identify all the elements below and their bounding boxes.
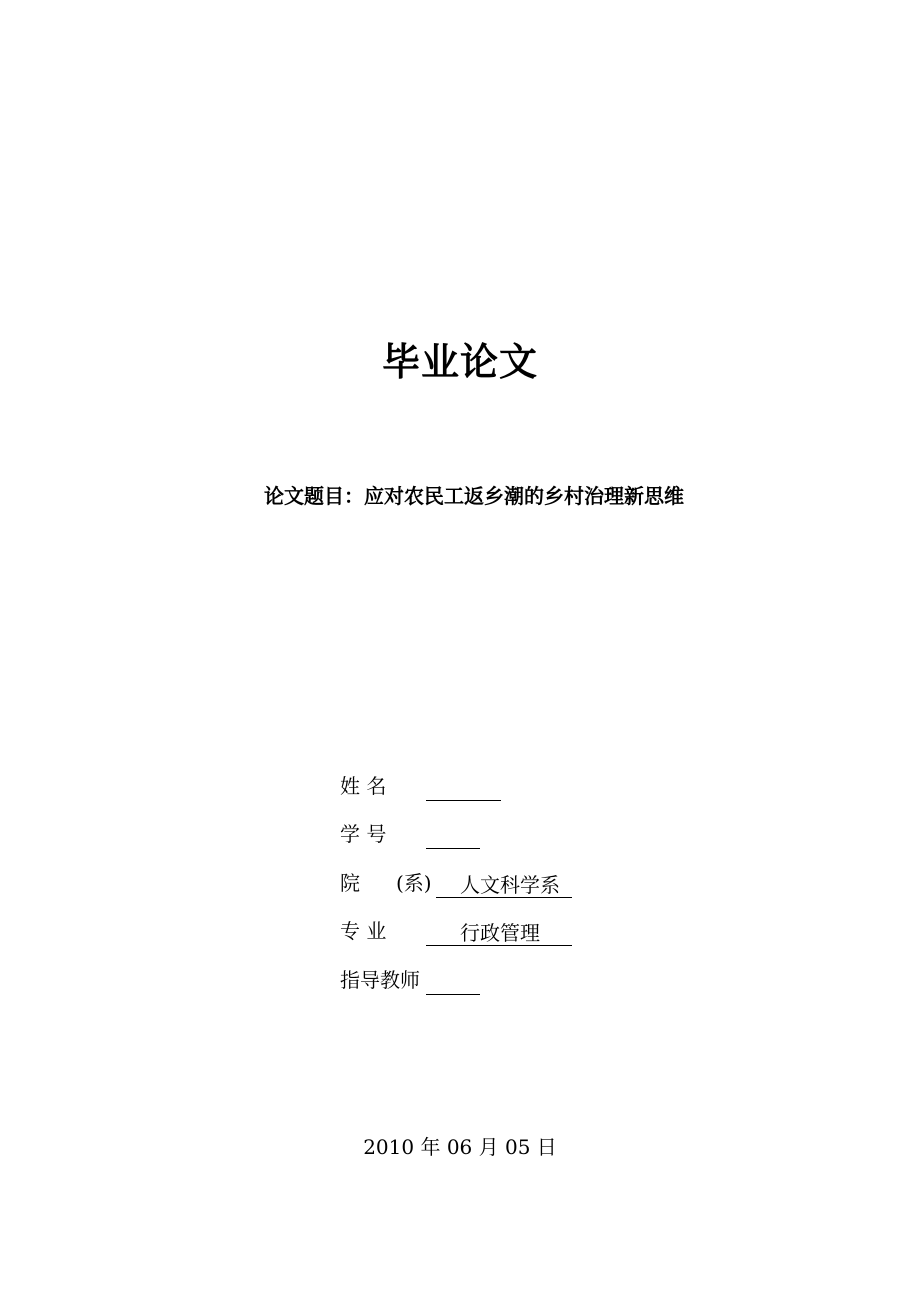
name-label: 姓 名 [340,774,387,798]
thesis-subject [264,480,684,512]
document-title: 毕业论文 [381,340,538,384]
name-field [340,771,501,801]
document-date: 2010 年 06 月 05 日 [363,1135,557,1159]
student-id-value [426,824,480,849]
student-id-label: 学 号 [340,822,387,846]
department-field [340,868,572,898]
subject-label: 论文题目： [264,484,364,508]
major-label: 专 业 [340,919,387,943]
student-id-field [340,819,480,849]
advisor-value [426,970,480,995]
department-label-1: 院 [340,871,360,895]
department-value: 人文科学系 [436,873,572,898]
major-value: 行政管理 [426,921,572,946]
department-label-2: (系) [396,871,432,895]
advisor-field [340,965,480,995]
advisor-label: 指导教师 [340,968,420,992]
major-field [340,916,572,946]
name-value [426,776,501,801]
subject-value: 应对农民工返乡潮的乡村治理新思维 [364,484,684,508]
